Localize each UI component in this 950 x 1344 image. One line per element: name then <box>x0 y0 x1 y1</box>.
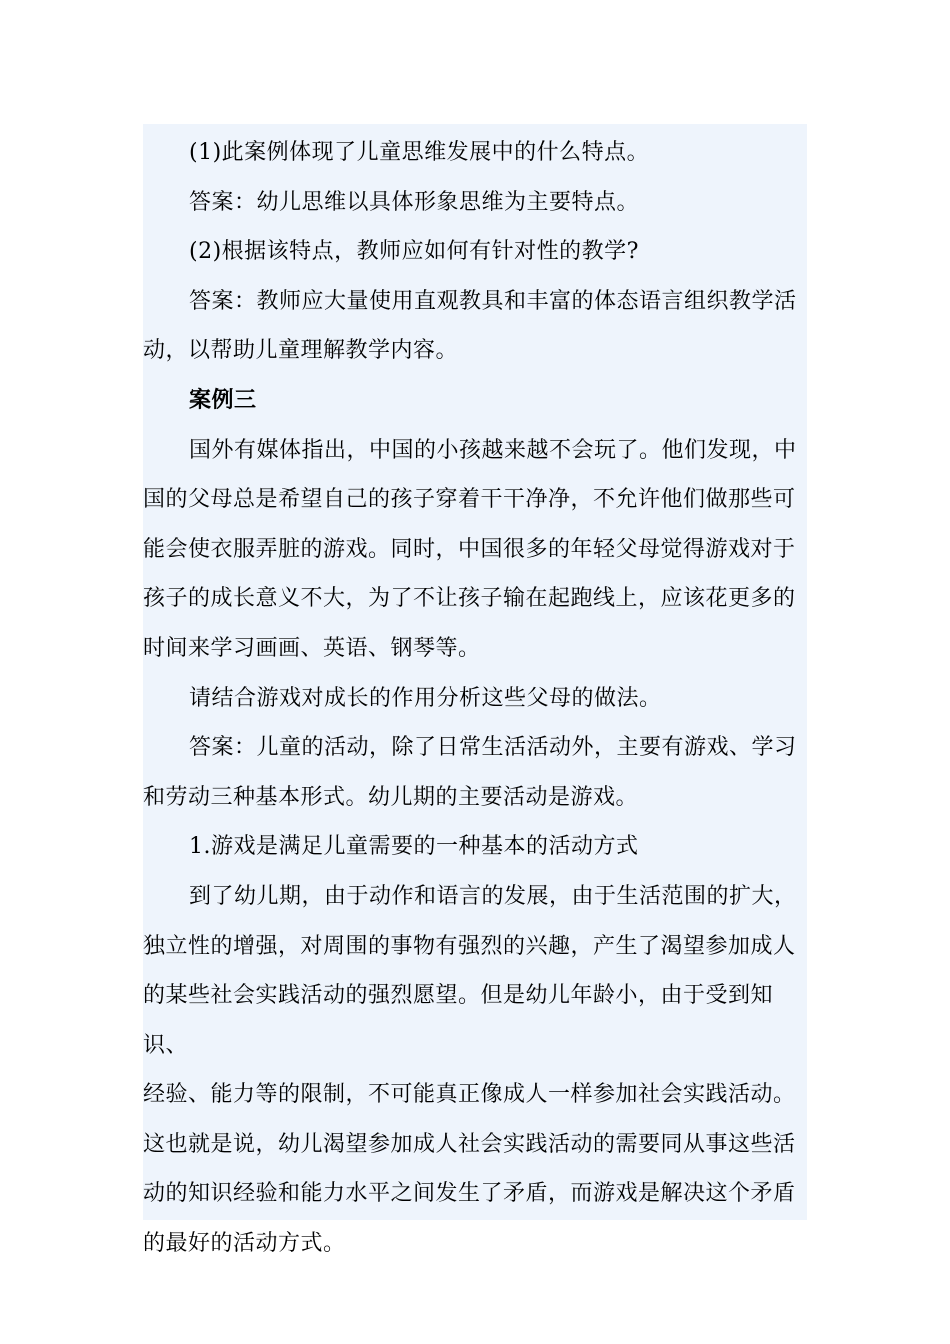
text-line: 动的知识经验和能力水平之间发生了矛盾，而游戏是解决这个矛盾 <box>143 1181 796 1207</box>
text-line: 国外有媒体指出，中国的小孩越来越不会玩了。他们发现，中 <box>189 437 797 463</box>
text-line: 时间来学习画画、英语、钢琴等。 <box>143 635 481 661</box>
question-1 <box>143 124 807 178</box>
text-line: (2)根据该特点，教师应如何有针对性的教学? <box>189 239 639 265</box>
point-1-title <box>143 822 807 872</box>
text-line: 答案：教师应大量使用直观教具和丰富的体态语言组织教学活 <box>189 288 797 314</box>
text-line: 答案：儿童的活动，除了日常生活活动外，主要有游戏、学习 <box>189 735 797 761</box>
text-line: 到了幼儿期，由于动作和语言的发展，由于生活范围的扩大， <box>189 883 797 909</box>
question-3 <box>143 674 807 724</box>
answer-3 <box>143 723 807 822</box>
section-heading-case-3 <box>143 376 807 426</box>
document-body <box>143 124 807 1257</box>
text-line: 和劳动三种基本形式。幼儿期的主要活动是游戏。 <box>143 784 639 810</box>
case-3-body <box>143 426 807 674</box>
answer-2 <box>143 277 807 376</box>
text-line: 国的父母总是希望自己的孩子穿着干干净净，不允许他们做那些可 <box>143 487 796 513</box>
text-line: 请结合游戏对成长的作用分析这些父母的做法。 <box>189 685 662 711</box>
text-line: 能会使衣服弄脏的游戏。同时，中国很多的年轻父母觉得游戏对于 <box>143 536 796 562</box>
text-line: 这也就是说，幼儿渴望参加成人社会实践活动的需要同从事这些活 <box>143 1131 796 1157</box>
heading-text: 案例三 <box>189 387 257 413</box>
text-line: 的某些社会实践活动的强烈愿望。但是幼儿年龄小，由于受到知识、 <box>143 983 774 1058</box>
text-line: (1)此案例体现了儿童思维发展中的什么特点。 <box>189 140 650 165</box>
text-line: 孩子的成长意义不大，为了不让孩子输在起跑线上，应该花更多的 <box>143 586 796 612</box>
text-line: 动，以帮助儿童理解教学内容。 <box>143 338 459 364</box>
text-line: 经验、能力等的限制，不可能真正像成人一样参加社会实践活动。 <box>143 1082 796 1108</box>
answer-1 <box>143 178 807 228</box>
question-2 <box>143 227 807 277</box>
text-line: 的最好的活动方式。 <box>143 1231 346 1257</box>
text-line: 独立性的增强，对周围的事物有强烈的兴趣，产生了渴望参加成人 <box>143 933 796 959</box>
text-line: 1.游戏是满足儿童需要的一种基本的活动方式 <box>189 834 639 860</box>
text-line: 答案：幼儿思维以具体形象思维为主要特点。 <box>189 189 640 215</box>
point-1-body <box>143 872 807 1269</box>
